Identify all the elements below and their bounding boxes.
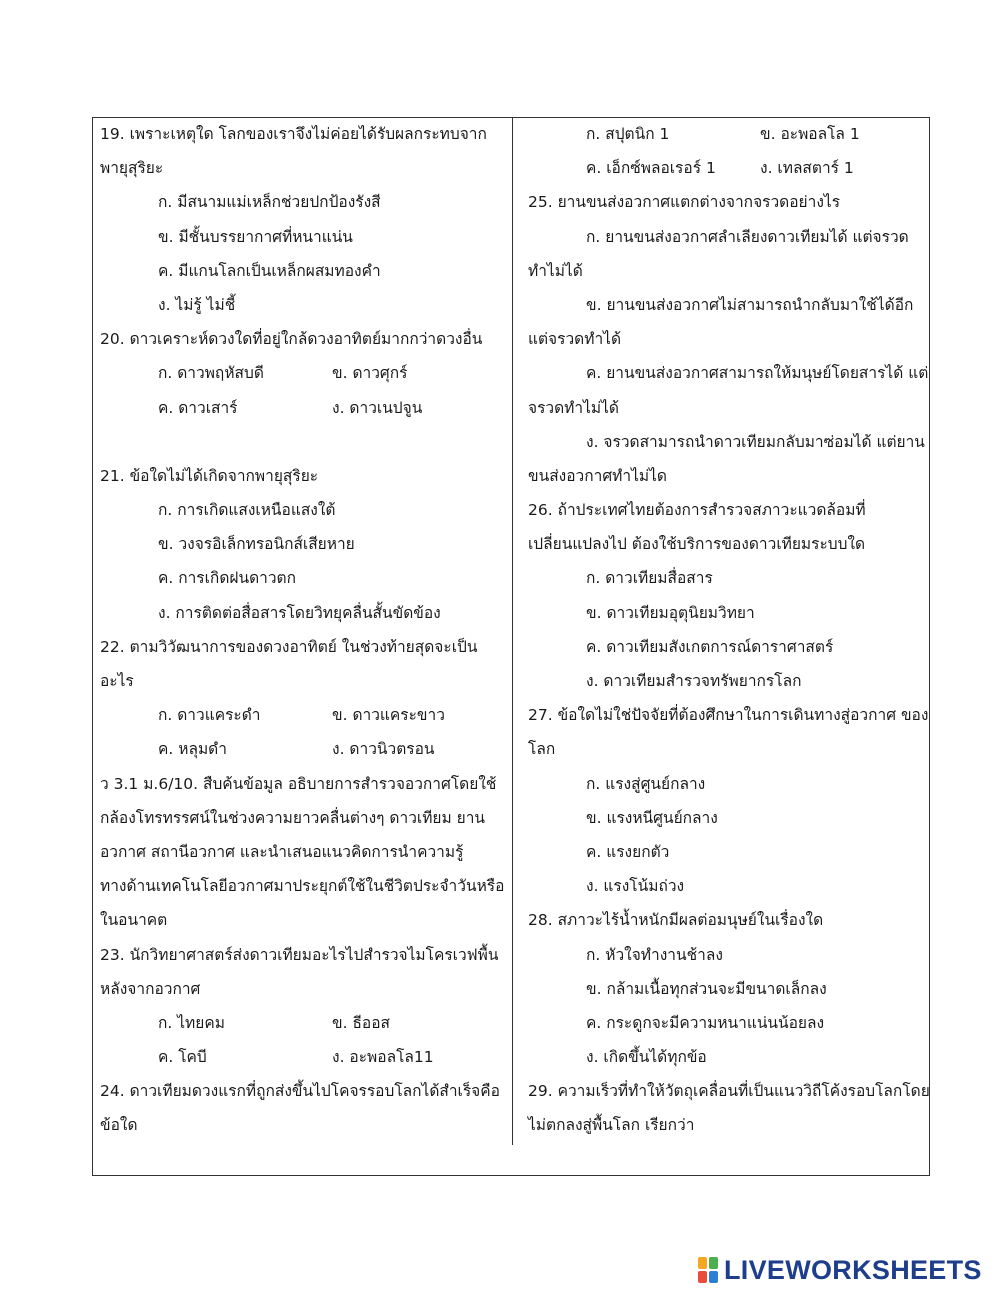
liveworksheets-logo-icon	[698, 1257, 718, 1283]
blank-line	[100, 425, 505, 459]
question-text: 27. ข้อใดไม่ใช่ปัจจัยที่ต้องศึกษาในการเดินทางสู่อวกาศ ของ	[528, 706, 929, 725]
text-line: เปลี่ยนแปลงไป ต้องใช้บริการของดาวเทียมระบบใด	[528, 535, 866, 554]
answer-option: ง. แรงโน้มถ่วง	[586, 877, 685, 896]
answer-option: ก. การเกิดแสงเหนือแสงใต้	[158, 501, 336, 520]
logo-icon-tile-2	[709, 1257, 718, 1269]
option-pair-row	[100, 1040, 505, 1074]
answer-option: ก. มีสนามแม่เหล็กช่วยปกป้องรังสี	[158, 193, 381, 212]
answer-option: ก. ยานขนส่งอวกาศลำเลียงดาวเทียมได้ แต่จรวด	[586, 227, 909, 246]
answer-option: ข. ยานขนส่งอวกาศไม่สามารถนำกลับมาใช้ได้อีก	[586, 295, 914, 314]
answer-option: ข. วงจรอิเล็กทรอนิกส์เสียหาย	[158, 535, 355, 554]
option-pair-row	[100, 356, 505, 390]
question-text: 29. ความเร็วที่ทำให้วัตถุเคลื่อนที่เป็นแนววิถีโค้งรอบโลกโดย	[528, 1082, 930, 1101]
answer-option: ง. เทลสตาร์ 1	[760, 159, 854, 178]
text-line: จรวดทำไม่ได้	[528, 398, 619, 417]
text-line: ว 3.1 ม.6/10. สืบค้นข้อมูล อธิบายการสำรวจอวกาศโดยใช้	[100, 774, 497, 793]
answer-option: ค. ดาวเสาร์	[158, 398, 238, 417]
question-text: 20. ดาวเคราะห์ดวงใดที่อยู่ใกล้ดวงอาทิตย์มากกว่าดวงอื่น	[100, 330, 483, 349]
answer-option: ข. ดาวแคระขาว	[332, 706, 445, 725]
option-pair-row	[100, 1006, 505, 1040]
answer-option: ค. มีแกนโลกเป็นเหล็กผสมทองคำ	[158, 261, 381, 280]
answer-option: ข. ธีออส	[332, 1013, 390, 1032]
question-text: 23. นักวิทยาศาสตร์ส่งดาวเทียมอะไรไปสำรวจไมโครเวฟพื้น	[100, 945, 499, 964]
answer-option: ข. ดาวศุกร์	[332, 364, 408, 383]
option-pair-row	[528, 117, 926, 151]
logo-icon-tile-4	[709, 1271, 718, 1283]
answer-option: ค. หลุมดำ	[158, 740, 227, 759]
answer-option: ข. ดาวเทียมอุตุนิยมวิทยา	[586, 603, 755, 622]
answer-option: ก. แรงสู่ศูนย์กลาง	[586, 774, 706, 793]
question-text: 21. ข้อใดไม่ได้เกิดจากพายุสุริยะ	[100, 466, 319, 485]
text-line: อะไร	[100, 672, 134, 690]
column-divider	[512, 117, 513, 1145]
answer-option: ค. โคบี	[158, 1048, 207, 1067]
logo-icon-tile-3	[698, 1271, 707, 1283]
question-text: 24. ดาวเทียมดวงแรกที่ถูกส่งขึ้นไปโคจรรอบโลกได้สำเร็จคือ	[100, 1082, 500, 1101]
question-text: 26. ถ้าประเทศไทยต้องการสำรวจสภาวะแวดล้อมที่	[528, 501, 866, 520]
text-line: หลังจากอวกาศ	[100, 979, 201, 998]
text-line: กล้องโทรทรรศน์ในช่วงความยาวคลื่นต่างๆ ดาวเทียม ยาน	[100, 808, 486, 827]
text-line: ทางด้านเทคโนโลยีอวกาศมาประยุกต์ใช้ในชีวิตประจำวันหรือ	[100, 877, 505, 896]
right-column	[528, 117, 930, 1143]
question-text: 19. เพราะเหตุใด โลกของเราจึงไม่ค่อยได้รับผลกระทบจาก	[100, 125, 487, 143]
question-text: 25. ยานขนส่งอวกาศแตกต่างจากจรวดอย่างไร	[528, 193, 841, 212]
left-column	[100, 117, 505, 1143]
answer-option: ค. การเกิดฝนดาวตก	[158, 569, 296, 588]
logo-icon-tile-1	[698, 1257, 707, 1269]
text-line: ในอนาคต	[100, 911, 168, 930]
answer-option: ข. มีชั้นบรรยากาศที่หนาแน่น	[158, 227, 353, 246]
answer-option: ก. ดาวแคระดำ	[158, 706, 261, 725]
answer-option: ก. หัวใจทำงานช้าลง	[586, 945, 723, 964]
question-text: 22. ตามวิวัฒนาการของดวงอาทิตย์ ในช่วงท้ายสุดจะเป็น	[100, 637, 478, 656]
text-line: แต่จรวดทำได้	[528, 330, 622, 349]
answer-option: ก. ไทยคม	[158, 1013, 225, 1032]
text-line: ทำไม่ได้	[528, 261, 583, 280]
answer-option: ก. สปุตนิก 1	[586, 125, 670, 143]
text-line: ขนส่งอวกาศทำไม่ได	[528, 466, 667, 485]
text-line: โลก	[528, 740, 556, 759]
option-pair-row	[100, 391, 505, 425]
answer-option: ง. จรวดสามารถนำดาวเทียมกลับมาซ่อมได้ แต่ยาน	[586, 432, 925, 451]
answer-option: ก. ดาวพฤหัสบดี	[158, 364, 264, 383]
answer-option: ข. อะพอลโล 1	[760, 125, 860, 143]
answer-option: ข. กล้ามเนื้อทุกส่วนจะมีขนาดเล็กลง	[586, 979, 827, 998]
answer-option: ง. ไม่รู้ ไม่ชี้	[158, 295, 236, 314]
option-pair-row	[100, 698, 505, 732]
answer-option: ข. แรงหนีศูนย์กลาง	[586, 808, 718, 827]
option-pair-row	[528, 151, 926, 185]
text-line: พายุสุริยะ	[100, 159, 164, 178]
answer-option: ก. ดาวเทียมสื่อสาร	[586, 569, 713, 588]
logo-text: LIVEWORKSHEETS	[724, 1254, 982, 1285]
answer-option: ง. ดาวนิวตรอน	[332, 740, 435, 759]
answer-option: ค. แรงยกตัว	[586, 842, 670, 861]
text-line: ข้อใด	[100, 1116, 138, 1135]
answer-option: ง. ดาวเทียมสำรวจทรัพยากรโลก	[586, 672, 802, 690]
answer-option: ค. ยานขนส่งอวกาศสามารถให้มนุษย์โดยสารได้ แต่	[586, 364, 929, 383]
liveworksheets-logo[interactable]	[698, 1256, 982, 1284]
answer-option: ค. ดาวเทียมสังเกตการณ์ดาราศาสตร์	[586, 637, 834, 656]
answer-option: ค. เอ็กซ์พลอเรอร์ 1	[586, 159, 716, 178]
answer-option: ง. อะพอลโล11	[332, 1048, 434, 1067]
text-line: ไม่ตกลงสู่พื้นโลก เรียกว่า	[528, 1116, 695, 1135]
answer-option: ง. ดาวเนปจูน	[332, 398, 423, 417]
option-pair-row	[100, 732, 505, 766]
answer-option: ค. กระดูกจะมีความหนาแน่นน้อยลง	[586, 1013, 825, 1032]
answer-option: ง. เกิดขึ้นได้ทุกข้อ	[586, 1048, 707, 1067]
question-text: 28. สภาวะไร้น้ำหนักมีผลต่อมนุษย์ในเรื่องใด	[528, 911, 824, 930]
answer-option: ง. การติดต่อสื่อสารโดยวิทยุคลื่นสั้นขัดข้อง	[158, 603, 441, 622]
text-line: อวกาศ สถานีอวกาศ และนำเสนอแนวคิดการนำความรู้	[100, 842, 464, 861]
